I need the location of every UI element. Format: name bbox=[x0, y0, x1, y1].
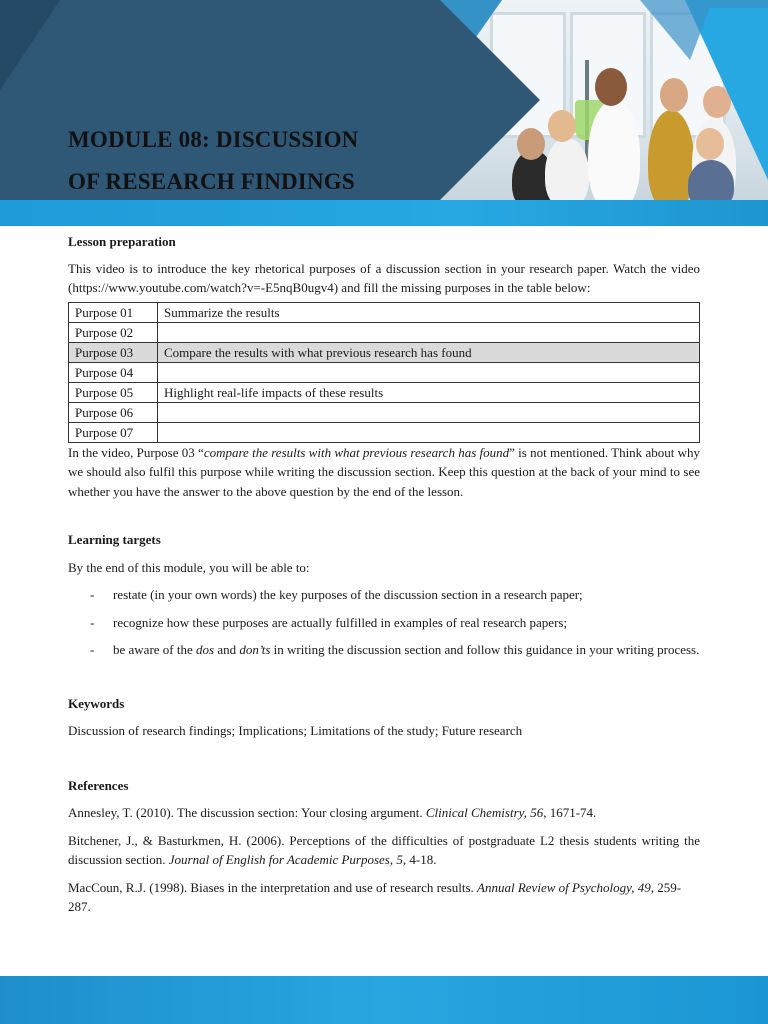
purpose-text-cell: Summarize the results bbox=[158, 302, 700, 322]
list-item: - recognize how these purposes are actually fulfilled in examples of real research papers; bbox=[90, 614, 568, 630]
table-row bbox=[69, 302, 700, 322]
learning-targets-heading: Learning targets bbox=[68, 532, 161, 547]
footer-band bbox=[0, 976, 768, 1024]
reference-item: Bitchener, J., & Basturkmen, H. (2006). Perceptions of the difficulties of postgraduate L2 thesis students writing the discussion section. Journal of English for Academic Purposes, 5, 4-18. bbox=[68, 832, 700, 867]
table-row bbox=[69, 342, 700, 362]
document-body bbox=[68, 232, 700, 917]
header-banner bbox=[0, 0, 768, 226]
learning-targets-intro: By the end of this module, you will be able to: bbox=[68, 559, 310, 575]
purpose-number-cell: Purpose 04 bbox=[69, 362, 158, 382]
purpose-number-cell: Purpose 05 bbox=[69, 382, 158, 402]
purpose-number-cell: Purpose 02 bbox=[69, 322, 158, 342]
lesson-intro: This video is to introduce the key rhetorical purposes of a discussion section in your research paper. Watch the video (https://www.youtube.com/watch?v=-E5nqB0ugv4) and fill the missing purposes in the table below: bbox=[68, 260, 700, 295]
purpose-number-cell: Purpose 07 bbox=[69, 422, 158, 442]
purpose03-note: In the video, Purpose 03 “compare the results with what previous research has found” is not mentioned. Think about why we should also fulfil this purpose while writing the discussion section. Keep this question at the back of your mind to see whether you have the answer to the above question by the end of the lesson. bbox=[68, 444, 700, 499]
purpose-text-cell: Compare the results with what previous research has found bbox=[158, 342, 700, 362]
table-row bbox=[69, 322, 700, 342]
purpose-text-cell bbox=[158, 402, 700, 422]
purpose-number-cell: Purpose 03 bbox=[69, 342, 158, 362]
keywords-heading: Keywords bbox=[68, 695, 125, 711]
learning-targets-list bbox=[68, 585, 700, 660]
table-row bbox=[69, 362, 700, 382]
purpose-text-cell: Highlight real-life impacts of these results bbox=[158, 382, 700, 402]
references-heading: References bbox=[68, 777, 129, 793]
title-line-2: OF RESEARCH FINDINGS bbox=[68, 169, 355, 194]
purpose-number-cell: Purpose 01 bbox=[69, 302, 158, 322]
title-line-1: MODULE 08: DISCUSSION bbox=[68, 127, 359, 152]
banner-accent-band bbox=[0, 200, 768, 226]
module-title bbox=[68, 119, 358, 203]
purpose-text-cell bbox=[158, 422, 700, 442]
table-row bbox=[69, 382, 700, 402]
reference-item: MacCoun, R.J. (1998). Biases in the interpretation and use of research results. Annual Review of Psychology, 49, 259-287. bbox=[68, 879, 682, 914]
lesson-preparation-heading: Lesson preparation bbox=[68, 234, 176, 249]
list-item: - be aware of the dos and don’ts in writing the discussion section and follow this guidance in your writing process. bbox=[90, 642, 700, 657]
purpose-text-cell bbox=[158, 322, 700, 342]
purpose-number-cell: Purpose 06 bbox=[69, 402, 158, 422]
list-item: - restate (in your own words) the key purposes of the discussion section in a research paper; bbox=[90, 587, 583, 602]
purpose-text-cell bbox=[158, 362, 700, 382]
table-row bbox=[69, 422, 700, 442]
purposes-table bbox=[68, 302, 700, 443]
keywords-text: Discussion of research findings; Implications; Limitations of the study; Future research bbox=[68, 723, 523, 738]
table-row bbox=[69, 402, 700, 422]
reference-item: Annesley, T. (2010). The discussion section: Your closing argument. Clinical Chemistry, 56, 1671-74. bbox=[68, 805, 597, 820]
